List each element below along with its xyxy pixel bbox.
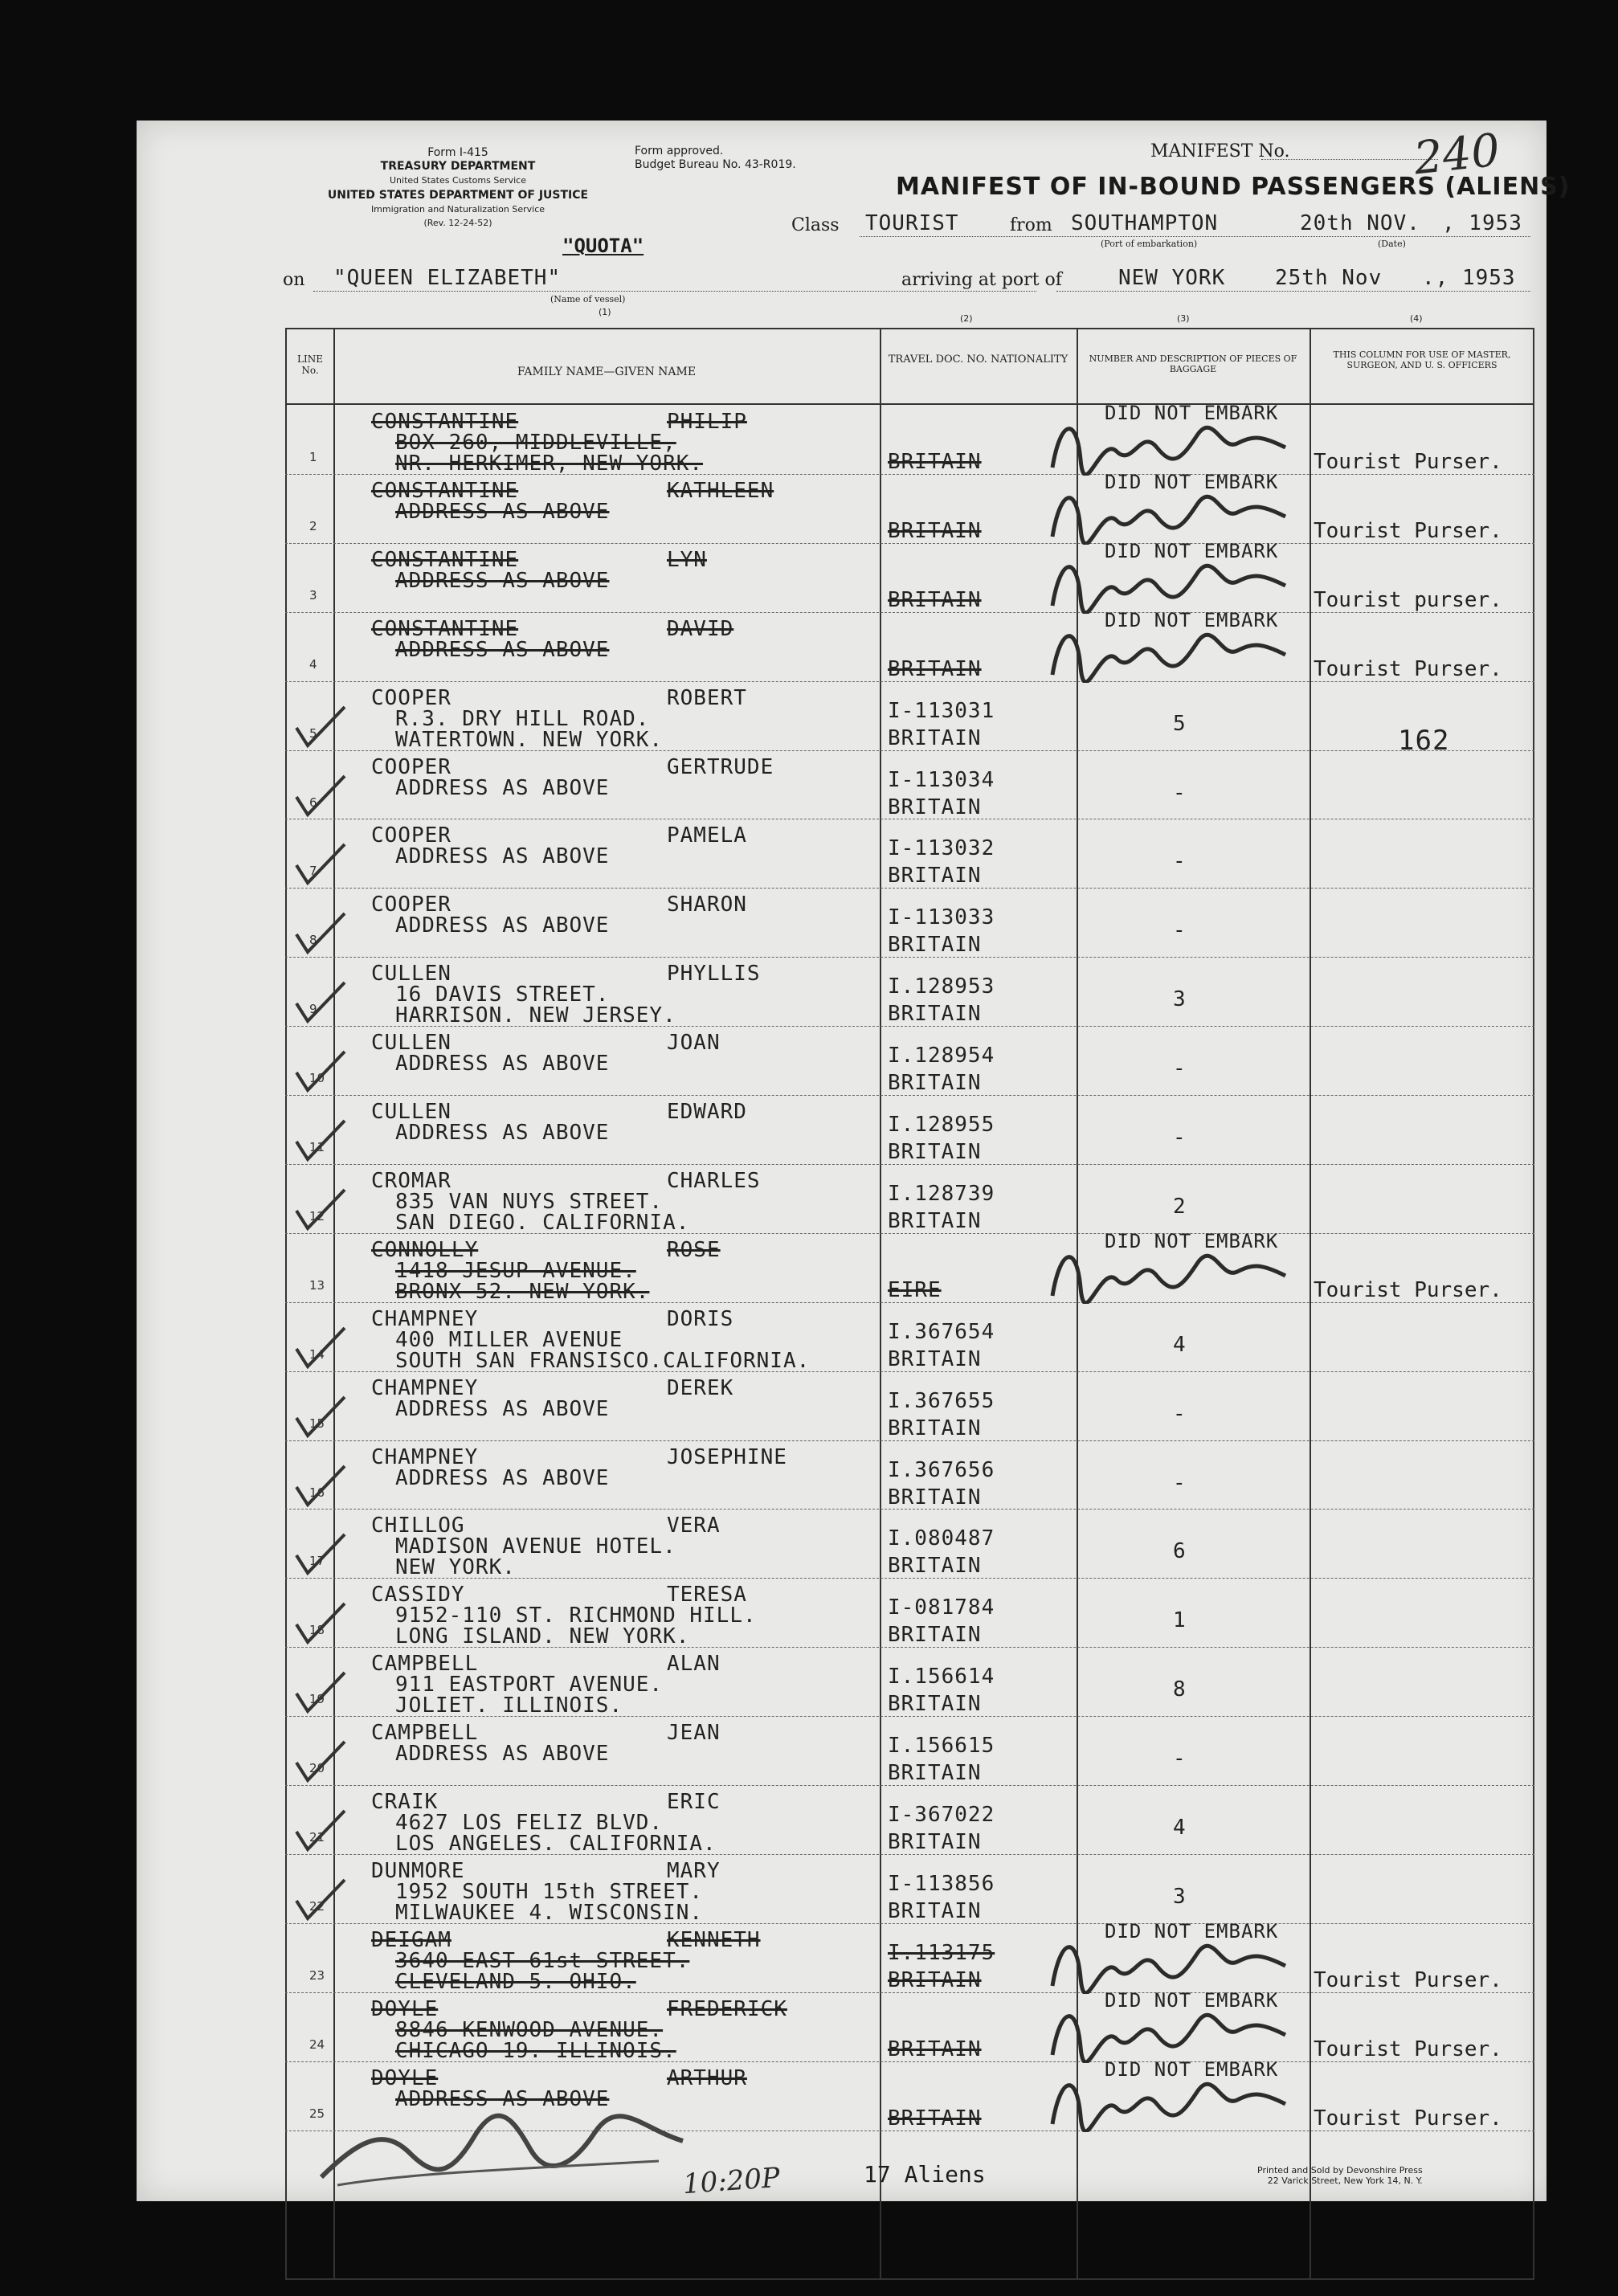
passenger-address-1: 400 MILLER AVENUE xyxy=(395,1327,623,1352)
did-not-embark-stamp: DID NOT EMBARK xyxy=(1105,402,1279,424)
baggage-count: - xyxy=(1173,780,1187,805)
header-travel-doc: TRAVEL DOC. NO. NATIONALITY xyxy=(888,353,1068,366)
passenger-address-2: LOS ANGELES. CALIFORNIA. xyxy=(395,1832,717,1856)
passenger-given-name: GERTRUDE xyxy=(667,754,774,779)
passenger-family-name: CONSTANTINE xyxy=(371,616,519,641)
nationality: BRITAIN xyxy=(888,1623,982,1648)
col-num-4: (4) xyxy=(1410,313,1423,324)
officer-remark: Tourist Purser. xyxy=(1314,450,1502,474)
travel-doc-number: I.113175 xyxy=(888,1940,995,1965)
passenger-address-1: ADDRESS AS ABOVE xyxy=(395,499,610,524)
baggage-count: 3 xyxy=(1173,1884,1187,1909)
row-line-number: 4 xyxy=(309,656,317,672)
passenger-family-name: COOPER xyxy=(371,685,451,710)
signature-scribble xyxy=(1044,1999,1301,2063)
arrival-year: ., 1953 xyxy=(1422,266,1516,290)
passenger-address-2: NR. HERKIMER, NEW YORK. xyxy=(395,451,704,476)
nationality: BRITAIN xyxy=(888,1898,982,1923)
travel-doc-number: I.156614 xyxy=(888,1665,995,1689)
passenger-given-name: SHARON xyxy=(667,893,747,917)
passenger-address-2: SOUTH SAN FRANSISCO.CALIFORNIA. xyxy=(395,1348,811,1373)
row-line-number: 8 xyxy=(309,933,317,948)
printer-credit xyxy=(1257,2165,1423,2186)
passenger-family-name: CONSTANTINE xyxy=(371,547,519,572)
check-mark xyxy=(293,1463,349,1511)
nationality: BRITAIN xyxy=(888,1346,982,1371)
passenger-address-1: ADDRESS AS ABOVE xyxy=(395,2086,610,2111)
row-separator xyxy=(285,681,1534,682)
baggage-count: 5 xyxy=(1173,711,1187,736)
passenger-given-name: CHARLES xyxy=(667,1168,761,1193)
row-separator xyxy=(285,1509,1534,1510)
col-divider xyxy=(880,328,881,2280)
arrival-date: 25th Nov xyxy=(1275,266,1383,290)
baggage-count: - xyxy=(1173,1126,1187,1150)
travel-doc-number: I.128739 xyxy=(888,1181,995,1206)
row-separator xyxy=(285,888,1534,889)
passenger-given-name: JEAN xyxy=(667,1721,721,1746)
manifest-no-label: MANIFEST No. xyxy=(1150,141,1290,161)
row-line-number: 14 xyxy=(309,1346,325,1362)
passenger-address-2: SAN DIEGO. CALIFORNIA. xyxy=(395,1210,690,1235)
passenger-given-name: MARY xyxy=(667,1858,721,1883)
row-line-number: 21 xyxy=(309,1830,325,1845)
passenger-address-2: HARRISON. NEW JERSEY. xyxy=(395,1003,676,1028)
manifest-no-handwritten: 240 xyxy=(1411,124,1502,186)
row-separator xyxy=(285,957,1534,958)
col-num-1: (1) xyxy=(599,307,611,317)
row-separator xyxy=(285,543,1534,544)
passenger-given-name: PHILIP xyxy=(667,410,747,434)
passenger-address-1: 8846 KENWOOD AVENUE. xyxy=(395,2017,664,2042)
nationality: BRITAIN xyxy=(888,795,982,819)
passenger-address-2: WATERTOWN. NEW YORK. xyxy=(395,727,664,752)
header-officers: THIS COLUMN FOR USE OF MASTER, SURGEON, AND U. S. OFFICERS xyxy=(1333,349,1511,370)
arrival-port: NEW YORK xyxy=(1118,266,1226,290)
row-line-number: 11 xyxy=(309,1140,325,1154)
officer-remark: Tourist Purser. xyxy=(1314,1967,1502,1992)
row-line-number: 13 xyxy=(309,1277,325,1293)
passenger-family-name: CULLEN xyxy=(371,1031,451,1056)
officer-remark: Tourist Purser. xyxy=(1314,518,1502,543)
vessel-line xyxy=(313,291,1036,292)
embarkation-year: , 1953 xyxy=(1442,211,1522,235)
passenger-address-1: ADDRESS AS ABOVE xyxy=(395,637,610,662)
passenger-family-name: DOYLE xyxy=(371,2065,439,2090)
passenger-given-name: JOSEPHINE xyxy=(667,1444,787,1469)
signature-scribble xyxy=(1044,549,1301,614)
passenger-family-name: CULLEN xyxy=(371,962,451,987)
passenger-address-1: ADDRESS AS ABOVE xyxy=(395,913,610,938)
passenger-family-name: CHAMPNEY xyxy=(371,1444,479,1469)
row-line-number: 16 xyxy=(309,1485,325,1500)
officer-remark: Tourist purser. xyxy=(1314,587,1502,612)
signature-scribble xyxy=(1044,411,1301,476)
check-mark xyxy=(293,1600,349,1648)
row-line-number: 7 xyxy=(309,864,317,879)
baggage-count: - xyxy=(1173,1747,1187,1771)
nationality: EIRE xyxy=(888,1277,942,1302)
row-separator xyxy=(285,1785,1534,1786)
nationality: BRITAIN xyxy=(888,1002,982,1027)
row-separator xyxy=(285,612,1534,613)
passenger-family-name: CHILLOG xyxy=(371,1514,465,1538)
manifest-no-line xyxy=(1261,159,1438,160)
row-line-number: 22 xyxy=(309,1898,325,1914)
passenger-given-name: PHYLLIS xyxy=(667,962,761,987)
passenger-given-name: EDWARD xyxy=(667,1100,747,1124)
manifest-page xyxy=(137,121,1571,2201)
officer-remark: 162 xyxy=(1398,724,1450,757)
row-separator xyxy=(285,1164,1534,1165)
passenger-given-name: DAVID xyxy=(667,616,734,641)
baggage-count: 1 xyxy=(1173,1608,1187,1633)
signature-scribble xyxy=(1044,480,1301,545)
nationality: BRITAIN xyxy=(888,1208,982,1233)
row-line-number: 12 xyxy=(309,1208,325,1224)
col-num-3: (3) xyxy=(1177,313,1190,324)
baggage-count: 6 xyxy=(1173,1539,1187,1564)
check-mark xyxy=(293,1048,349,1097)
passenger-address-2: JOLIET. ILLINOIS. xyxy=(395,1693,623,1718)
ins-service: Immigration and Naturalization Service xyxy=(370,204,545,214)
did-not-embark-stamp: DID NOT EMBARK xyxy=(1105,2057,1279,2081)
handwritten-time: 10:20P xyxy=(681,2161,782,2201)
passenger-address-1: ADDRESS AS ABOVE xyxy=(395,1121,610,1145)
travel-doc-number: I.080487 xyxy=(888,1526,995,1551)
travel-doc-number: I.128954 xyxy=(888,1044,995,1068)
nationality: BRITAIN xyxy=(888,2106,982,2131)
baggage-count: - xyxy=(1173,918,1187,943)
row-line-number: 10 xyxy=(309,1071,325,1086)
passenger-address-1: ADDRESS AS ABOVE xyxy=(395,1742,610,1767)
passenger-given-name: ROSE xyxy=(667,1237,721,1262)
row-line-number: 19 xyxy=(309,1692,325,1707)
passenger-family-name: COOPER xyxy=(371,893,451,917)
did-not-embark-stamp: DID NOT EMBARK xyxy=(1105,539,1279,562)
passenger-family-name: CONSTANTINE xyxy=(371,410,519,434)
nationality: BRITAIN xyxy=(888,1967,982,1992)
signature-scribble xyxy=(1044,1930,1301,1994)
officer-remark: Tourist Purser. xyxy=(1314,1277,1502,1302)
nationality: BRITAIN xyxy=(888,933,982,958)
passenger-family-name: COOPER xyxy=(371,754,451,779)
passenger-address-1: 16 DAVIS STREET. xyxy=(395,983,610,1007)
check-mark xyxy=(293,1669,349,1718)
passenger-address-1: 1952 SOUTH 15th STREET. xyxy=(395,1879,704,1904)
check-mark xyxy=(293,841,349,889)
signature-scribble xyxy=(1044,619,1301,683)
travel-doc-number: I-113856 xyxy=(888,1871,995,1896)
row-line-number: 15 xyxy=(309,1416,325,1431)
travel-doc-number: I.367654 xyxy=(888,1319,995,1344)
class-line xyxy=(860,236,1530,237)
travel-doc-number: I.367656 xyxy=(888,1457,995,1482)
passenger-address-2: MILWAUKEE 4. WISCONSIN. xyxy=(395,1900,704,1925)
officer-remark: Tourist Purser. xyxy=(1314,2037,1502,2061)
travel-doc-number: I-113031 xyxy=(888,698,995,723)
baggage-count: 2 xyxy=(1173,1194,1187,1219)
quota-label: "QUOTA" xyxy=(562,235,644,257)
embarkation-port: SOUTHAMPTON xyxy=(1071,211,1219,235)
budget-bureau: Budget Bureau No. 43-R019. xyxy=(635,158,796,171)
did-not-embark-stamp: DID NOT EMBARK xyxy=(1105,1229,1279,1252)
class-value: TOURIST xyxy=(865,211,959,235)
row-line-number: 23 xyxy=(309,1967,325,1983)
col-divider xyxy=(1310,328,1311,2280)
passenger-given-name: PAMELA xyxy=(667,823,747,848)
port-caption: (Port of embarkation) xyxy=(1101,239,1198,249)
row-line-number: 1 xyxy=(309,450,317,464)
nationality: BRITAIN xyxy=(888,1485,982,1510)
form-approved: Form approved. xyxy=(635,145,724,157)
passenger-family-name: CONNOLLY xyxy=(371,1237,479,1262)
passenger-family-name: DOYLE xyxy=(371,1996,439,2021)
travel-doc-number: I-367022 xyxy=(888,1803,995,1827)
check-mark xyxy=(293,1808,349,1856)
check-mark xyxy=(293,1877,349,1925)
passenger-given-name: ERIC xyxy=(667,1790,721,1814)
date-caption: (Date) xyxy=(1378,239,1406,249)
travel-doc-number: I-113034 xyxy=(888,767,995,792)
passenger-address-1: 835 VAN NUYS STREET. xyxy=(395,1189,664,1214)
handwritten-signature xyxy=(313,2105,699,2193)
passenger-family-name: CHAMPNEY xyxy=(371,1306,479,1331)
row-line-number: 20 xyxy=(309,1761,325,1776)
passenger-family-name: DEIGAM xyxy=(371,1927,451,1952)
passenger-given-name: VERA xyxy=(667,1514,721,1538)
did-not-embark-stamp: DID NOT EMBARK xyxy=(1105,470,1279,493)
nationality: BRITAIN xyxy=(888,1692,982,1717)
travel-doc-number: I.128955 xyxy=(888,1113,995,1137)
check-mark xyxy=(293,1531,349,1579)
officer-remark: Tourist Purser. xyxy=(1314,2106,1502,2131)
vessel-name: "QUEEN ELIZABETH" xyxy=(333,266,562,290)
passenger-address-1: 9152-110 ST. RICHMOND HILL. xyxy=(395,1604,757,1628)
passenger-address-1: 4627 LOS FELIZ BLVD. xyxy=(395,1811,664,1835)
header-line-no: LINE No. xyxy=(297,353,323,376)
row-line-number: 18 xyxy=(309,1623,325,1638)
passenger-family-name: CAMPBELL xyxy=(371,1721,479,1746)
form-number: Form I-415 xyxy=(427,146,488,159)
passenger-given-name: JOAN xyxy=(667,1031,721,1056)
travel-doc-number: I-081784 xyxy=(888,1595,995,1620)
passenger-address-1: ADDRESS AS ABOVE xyxy=(395,844,610,869)
nationality: BRITAIN xyxy=(888,1554,982,1579)
passenger-given-name: ROBERT xyxy=(667,685,747,710)
printer-line-2: 22 Varick Street, New York 14, N. Y. xyxy=(1267,2175,1423,2186)
nationality: BRITAIN xyxy=(888,450,982,474)
nationality: BRITAIN xyxy=(888,1071,982,1096)
treasury-dept: TREASURY DEPARTMENT xyxy=(380,160,536,173)
baggage-count: 3 xyxy=(1173,987,1187,1012)
col-divider xyxy=(333,328,335,2280)
passenger-address-1: ADDRESS AS ABOVE xyxy=(395,1052,610,1077)
check-mark xyxy=(293,773,349,821)
row-line-number: 9 xyxy=(309,1002,317,1017)
row-line-number: 25 xyxy=(309,2106,325,2121)
row-line-number: 2 xyxy=(309,518,317,533)
travel-doc-number: I.128953 xyxy=(888,974,995,999)
baggage-count: 4 xyxy=(1173,1332,1187,1357)
travel-doc-number: I.367655 xyxy=(888,1388,995,1413)
passenger-family-name: CHAMPNEY xyxy=(371,1375,479,1400)
check-mark xyxy=(293,1187,349,1235)
did-not-embark-stamp: DID NOT EMBARK xyxy=(1105,1988,1279,2012)
passenger-address-2: LONG ISLAND. NEW YORK. xyxy=(395,1624,690,1649)
signature-scribble xyxy=(1044,2068,1301,2132)
passenger-family-name: CROMAR xyxy=(371,1168,451,1193)
arriving-label: arriving at port of xyxy=(901,270,1062,290)
justice-block xyxy=(281,189,635,230)
baggage-count: - xyxy=(1173,849,1187,874)
class-label: Class xyxy=(791,215,840,235)
passenger-address-1: MADISON AVENUE HOTEL. xyxy=(395,1534,676,1559)
table-header-rule xyxy=(285,403,1534,405)
baggage-count: 8 xyxy=(1173,1677,1187,1702)
baggage-count: - xyxy=(1173,1401,1187,1426)
travel-doc-number: I-113033 xyxy=(888,905,995,930)
check-mark xyxy=(293,1394,349,1442)
nationality: BRITAIN xyxy=(888,864,982,889)
customs-service: United States Customs Service xyxy=(389,175,526,186)
check-mark xyxy=(293,704,349,752)
arrival-line xyxy=(1056,291,1530,292)
col-num-2: (2) xyxy=(960,313,973,324)
passenger-given-name: ALAN xyxy=(667,1652,721,1677)
nationality: BRITAIN xyxy=(888,1416,982,1440)
passenger-address-2: CLEVELAND 5. OHIO. xyxy=(395,1969,636,1994)
signature-scribble xyxy=(1044,1240,1301,1304)
embarkation-date: 20th NOV. xyxy=(1300,211,1420,235)
header-baggage: NUMBER AND DESCRIPTION OF PIECES OF BAGGAGE xyxy=(1089,353,1297,374)
on-label: on xyxy=(283,270,305,290)
nationality: BRITAIN xyxy=(888,1830,982,1854)
manifest-title: MANIFEST OF IN-BOUND PASSENGERS (ALIENS) xyxy=(896,173,1571,201)
row-separator xyxy=(285,1440,1534,1441)
revision: (Rev. 12-24-52) xyxy=(423,218,492,228)
did-not-embark-stamp: DID NOT EMBARK xyxy=(1105,1919,1279,1943)
passenger-address-1: 1418 JESUP AVENUE. xyxy=(395,1258,636,1283)
passenger-address-1: BOX 260, MIDDLEVILLE, xyxy=(395,431,676,455)
passenger-address-1: 3640 EAST 61st STREET. xyxy=(395,1948,690,1973)
passenger-given-name: TERESA xyxy=(667,1583,747,1608)
row-line-number: 5 xyxy=(309,725,317,741)
nationality: BRITAIN xyxy=(888,725,982,750)
passenger-address-2: BRONX 52. NEW YORK. xyxy=(395,1279,650,1304)
nationality: BRITAIN xyxy=(888,518,982,543)
passenger-address-1: 911 EASTPORT AVENUE. xyxy=(395,1673,664,1697)
passenger-family-name: CRAIK xyxy=(371,1790,439,1814)
nationality: BRITAIN xyxy=(888,587,982,612)
passenger-address-1: ADDRESS AS ABOVE xyxy=(395,775,610,800)
passenger-family-name: DUNMORE xyxy=(371,1858,465,1883)
passenger-family-name: CONSTANTINE xyxy=(371,478,519,503)
header-name: FAMILY NAME—GIVEN NAME xyxy=(517,366,697,378)
vessel-caption: (Name of vessel) xyxy=(550,294,626,304)
passenger-given-name: FREDERICK xyxy=(667,1996,787,2021)
passenger-address-1: ADDRESS AS ABOVE xyxy=(395,1465,610,1490)
approval-block xyxy=(635,145,796,172)
check-mark xyxy=(293,1117,349,1166)
printer-line-1: Printed and Sold by Devonshire Press xyxy=(1257,2165,1423,2175)
baggage-count: 4 xyxy=(1173,1816,1187,1840)
officer-remark: Tourist Purser. xyxy=(1314,656,1502,681)
passenger-family-name: CAMPBELL xyxy=(371,1652,479,1677)
nationality: BRITAIN xyxy=(888,1761,982,1786)
nationality: BRITAIN xyxy=(888,2037,982,2061)
row-separator xyxy=(285,1095,1534,1096)
nationality: BRITAIN xyxy=(888,656,982,681)
passenger-address-2: CHICAGO 19. ILLINOIS. xyxy=(395,2038,676,2063)
passenger-address-1: ADDRESS AS ABOVE xyxy=(395,568,610,593)
passenger-family-name: CULLEN xyxy=(371,1100,451,1124)
baggage-count: - xyxy=(1173,1470,1187,1495)
passenger-address-1: R.3. DRY HILL ROAD. xyxy=(395,706,650,731)
did-not-embark-stamp: DID NOT EMBARK xyxy=(1105,608,1279,631)
check-mark xyxy=(293,1325,349,1373)
aliens-count: 17 Aliens xyxy=(864,2161,986,2188)
row-line-number: 24 xyxy=(309,2037,325,2052)
passenger-given-name: KATHLEEN xyxy=(667,478,774,503)
nationality: BRITAIN xyxy=(888,1140,982,1164)
check-mark xyxy=(293,979,349,1027)
passenger-given-name: KENNETH xyxy=(667,1927,761,1952)
baggage-count: - xyxy=(1173,1056,1187,1081)
passenger-given-name: LYN xyxy=(667,547,707,572)
justice-dept: UNITED STATES DEPARTMENT OF JUSTICE xyxy=(327,189,589,202)
passenger-given-name: ARTHUR xyxy=(667,2065,747,2090)
from-label: from xyxy=(1010,215,1052,235)
form-header-left xyxy=(378,146,538,187)
travel-doc-number: I-113032 xyxy=(888,836,995,861)
passenger-address-1: ADDRESS AS ABOVE xyxy=(395,1396,610,1421)
passenger-given-name: DORIS xyxy=(667,1306,734,1331)
passenger-given-name: DEREK xyxy=(667,1375,734,1400)
row-line-number: 17 xyxy=(309,1554,325,1569)
check-mark xyxy=(293,1738,349,1787)
passenger-family-name: COOPER xyxy=(371,823,451,848)
passenger-family-name: CASSIDY xyxy=(371,1583,465,1608)
row-line-number: 3 xyxy=(309,587,317,603)
travel-doc-number: I.156615 xyxy=(888,1734,995,1759)
row-line-number: 6 xyxy=(309,795,317,810)
check-mark xyxy=(293,910,349,958)
passenger-address-2: NEW YORK. xyxy=(395,1555,516,1580)
